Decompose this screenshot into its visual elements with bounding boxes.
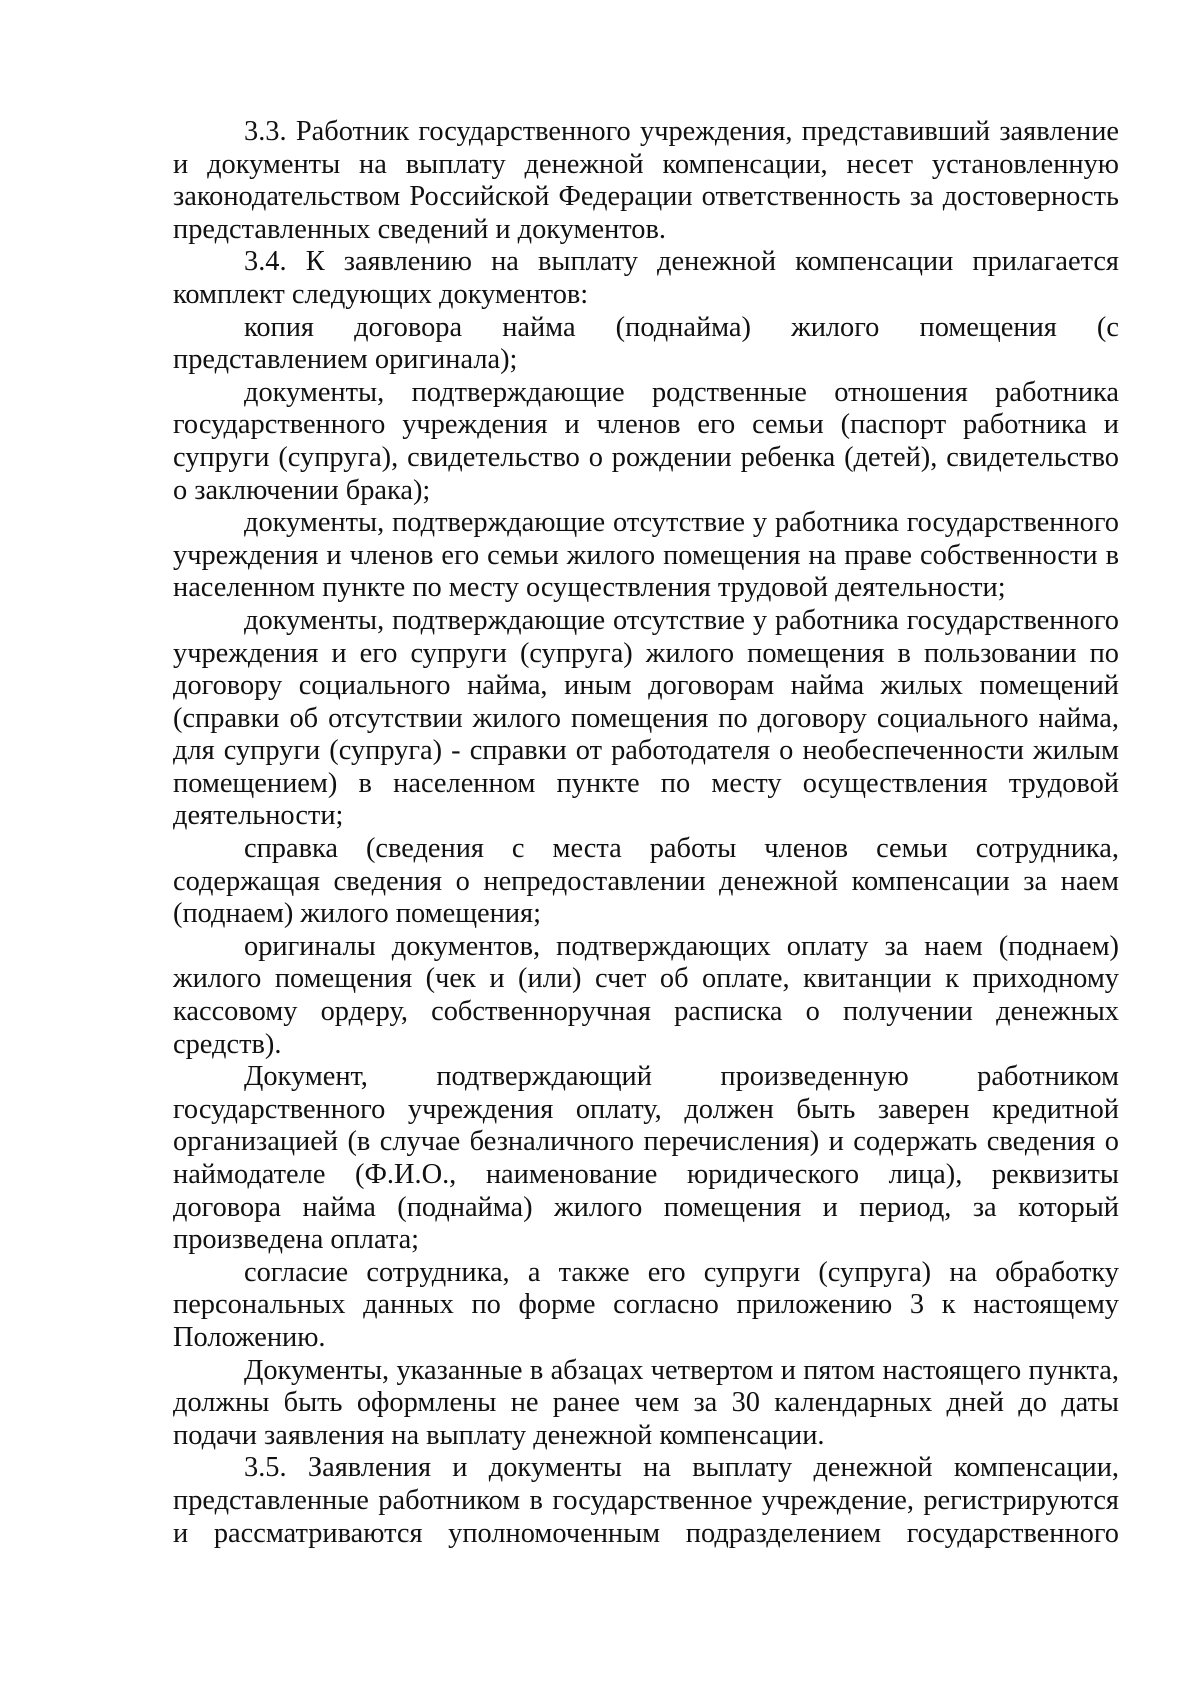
paragraph-3-5: 3.5. Заявления и документы на выплату денежной компенсации, представленные работником в государственное учреждение, регистрируются и рассматриваются уполномоченным подразделением государственного	[173, 1452, 1119, 1549]
paragraph-3-3: 3.3. Работник государственного учреждения, представивший заявление и документы на выплату денежной компенсации, несет установленную законодательством Российской Федерации ответственность за достоверность представленных сведений и документов.	[173, 116, 1119, 245]
paragraph-documents-validity: Документы, указанные в абзацах четвертом и пятом настоящего пункта, должны быть оформлены не ранее чем за 30 календарных дней до даты подачи заявления на выплату денежной компенсации.	[173, 1354, 1119, 1451]
paragraph-lease-copy: копия договора найма (поднайма) жилого помещения (с представлением оригинала);	[173, 311, 1119, 376]
paragraph-kinship-documents: документы, подтверждающие родственные отношения работника государственного учреждения и членов его семьи (паспорт работника и супруги (супруга), свидетельство о рождении ребенка (детей), свидетельство о заключении брака);	[173, 376, 1119, 506]
paragraph-personal-data-consent: согласие сотрудника, а также его супруги (супруга) на обработку персональных данных по форме согласно приложению 3 к настоящему Положению.	[173, 1256, 1119, 1353]
paragraph-payment-document-requirements: Документ, подтверждающий произведенную работником государственного учреждения оплату, должен быть заверен кредитной организацией (в случае безналичного перечисления) и содержать сведения о наймодателе (Ф.И.О., наименование юридического лица), реквизиты договора найма (поднайма) жилого помещения и период, за который произведена оплата;	[173, 1061, 1119, 1256]
paragraph-no-ownership-documents: документы, подтверждающие отсутствие у работника государственного учреждения и членов его семьи жилого помещения на праве собственности в населенном пункте по месту осуществления трудовой деятельности;	[173, 507, 1119, 604]
document-page	[173, 116, 1119, 1550]
paragraph-payment-originals: оригиналы документов, подтверждающих оплату за наем (поднаем) жилого помещения (чек и (или) счет об оплате, квитанции к приходному кассовому ордеру, собственноручная расписка о получении денежных средств).	[173, 930, 1119, 1060]
paragraph-3-4: 3.4. К заявлению на выплату денежной компенсации прилагается комплект следующих документов:	[173, 246, 1119, 310]
paragraph-no-social-lease-documents: документы, подтверждающие отсутствие у работника государственного учреждения и его супруги (супруга) жилого помещения в пользовании по договору социального найма, иным договорам найма жилых помещений (справки об отсутствии жилого помещения по договору социального найма, для супруги (супруга) - справки от работодателя о необеспеченности жилым помещением) в населенном пункте по месту осуществления трудовой деятельности;	[173, 604, 1119, 832]
paragraph-family-workplace-certificate: справка (сведения с места работы членов семьи сотрудника, содержащая сведения о непредоставлении денежной компенсации за наем (поднаем) жилого помещения;	[173, 833, 1119, 930]
